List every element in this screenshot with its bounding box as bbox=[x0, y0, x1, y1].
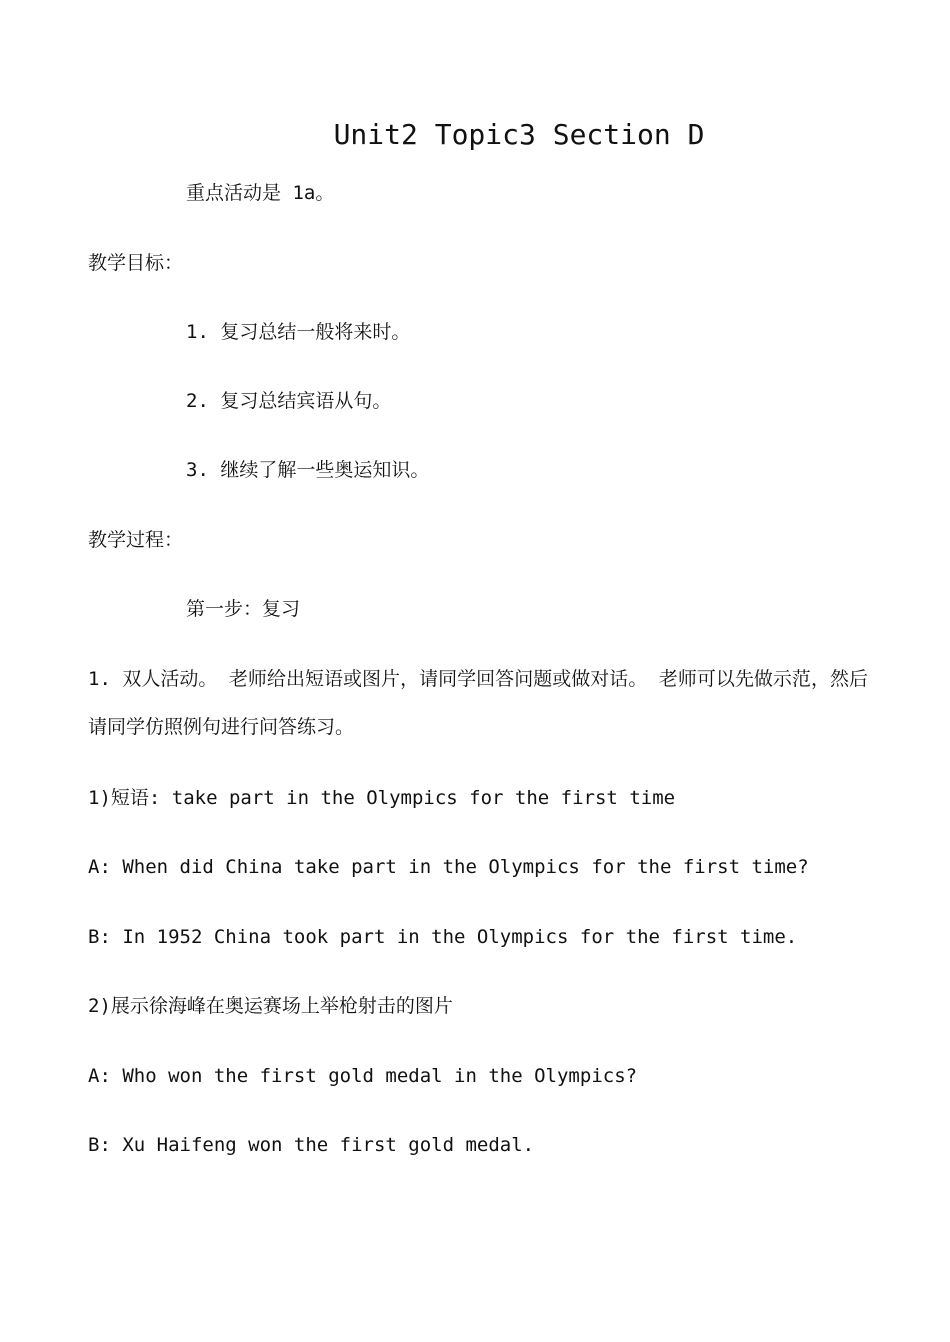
activity1-paragraph: 1. 双人活动。 老师给出短语或图片，请同学回答问题或做对话。 老师可以先做示范，然后请同学仿照例句进行问答练习。 bbox=[88, 668, 868, 738]
process-heading: 教学过程： bbox=[88, 529, 184, 551]
step1-heading: 第一步：复习 bbox=[186, 598, 301, 620]
dialog-line-b: B: Xu Haifeng won the first gold medal. bbox=[88, 1134, 535, 1156]
objective-item: 1. 复习总结一般将来时。 bbox=[186, 321, 411, 343]
objective-item: 3. 继续了解一些奥运知识。 bbox=[186, 459, 430, 481]
objective-item: 2. 复习总结宾语从句。 bbox=[186, 390, 392, 412]
document-title: Unit2 Topic3 Section D bbox=[333, 118, 705, 151]
objectives-heading: 教学目标： bbox=[88, 252, 184, 274]
dialog-line-b: B: In 1952 China took part in the Olympics for the first time. bbox=[88, 926, 798, 948]
dialog-line-a: A: When did China take part in the Olympics for the first time? bbox=[88, 856, 809, 878]
key-activity-text: 重点活动是 1a。 bbox=[186, 182, 335, 204]
picture-line: 2)展示徐海峰在奥运赛场上举枪射击的图片 bbox=[88, 995, 453, 1017]
dialog-line-a: A: Who won the first gold medal in the Olympics? bbox=[88, 1065, 638, 1087]
phrase-line: 1)短语: take part in the Olympics for the first time bbox=[88, 787, 676, 809]
